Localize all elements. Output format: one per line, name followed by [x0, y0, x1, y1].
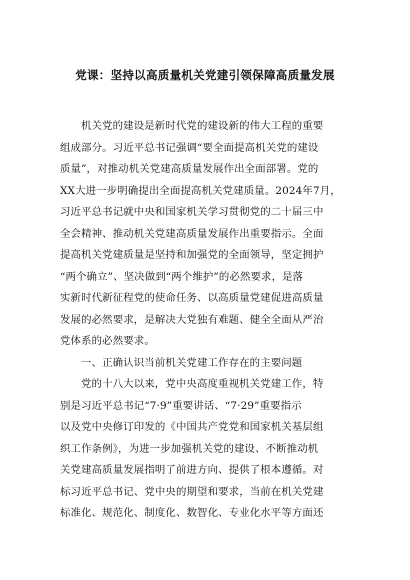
section-heading: 一、正确认识当前机关党建工作存在的主要问题	[81, 356, 303, 369]
paragraph-line: 组成部分。习近平总书记强调“要全面提高机关党的建设	[60, 141, 319, 154]
paragraph-line: 党体系的必然要求。	[60, 335, 155, 347]
paragraph-line: 织工作条例》，为进一步加强机关党的建设、不断推动机	[60, 442, 319, 455]
paragraph-line: 提高机关党建质量是坚持和加强党的全面领导，坚定拥护	[60, 249, 324, 261]
paragraph-line: 习近平总书记就中央和国家机关学习贯彻党的二十届三中	[60, 206, 324, 218]
paragraph-line: “两个确立”、坚决做到“两个维护”的必然要求，是落	[60, 270, 304, 283]
paragraph-line: 标习近平总书记、党中央的期望和要求，当前在机关党建	[60, 485, 324, 498]
paragraph-line: 关党建高质量发展指明了前进方向、提供了根本遵循。对	[60, 464, 324, 476]
paragraph-line: 发展的必然要求，是解决大党独有难题、健全全面从严治	[60, 313, 324, 326]
paragraph-line: 党的十八大以来，党中央高度重视机关党建工作，特	[81, 378, 324, 390]
document-body	[60, 116, 356, 525]
paragraph-line: 全会精神、推动机关党建高质量发展作出重要指示。全面	[60, 227, 324, 240]
paragraph-line: 质量”，对推动机关党建高质量发展作出全面部署。党的	[60, 163, 319, 175]
paragraph-line: 机关党的建设是新时代党的建设新的伟大工程的重要	[81, 120, 324, 132]
document-title: 党课：坚持以高质量机关党建引领保障高质量发展	[75, 68, 335, 82]
paragraph-line: XX大进一步明确提出全面提高机关党建质量。2024年7月，	[60, 184, 341, 197]
paragraph-line: 标准化、规范化、制度化、数智化、专业化水平等方面还	[60, 507, 324, 519]
paragraph-line: 实新时代新征程党的使命任务、以高质量党建促进高质量	[60, 292, 324, 304]
paragraph-line: 以及党中央修订印发的《中国共产党党和国家机关基层组	[60, 421, 324, 433]
paragraph-line: 别是习近平总书记“7·9”重要讲话、“7·29”重要指示	[60, 399, 302, 412]
